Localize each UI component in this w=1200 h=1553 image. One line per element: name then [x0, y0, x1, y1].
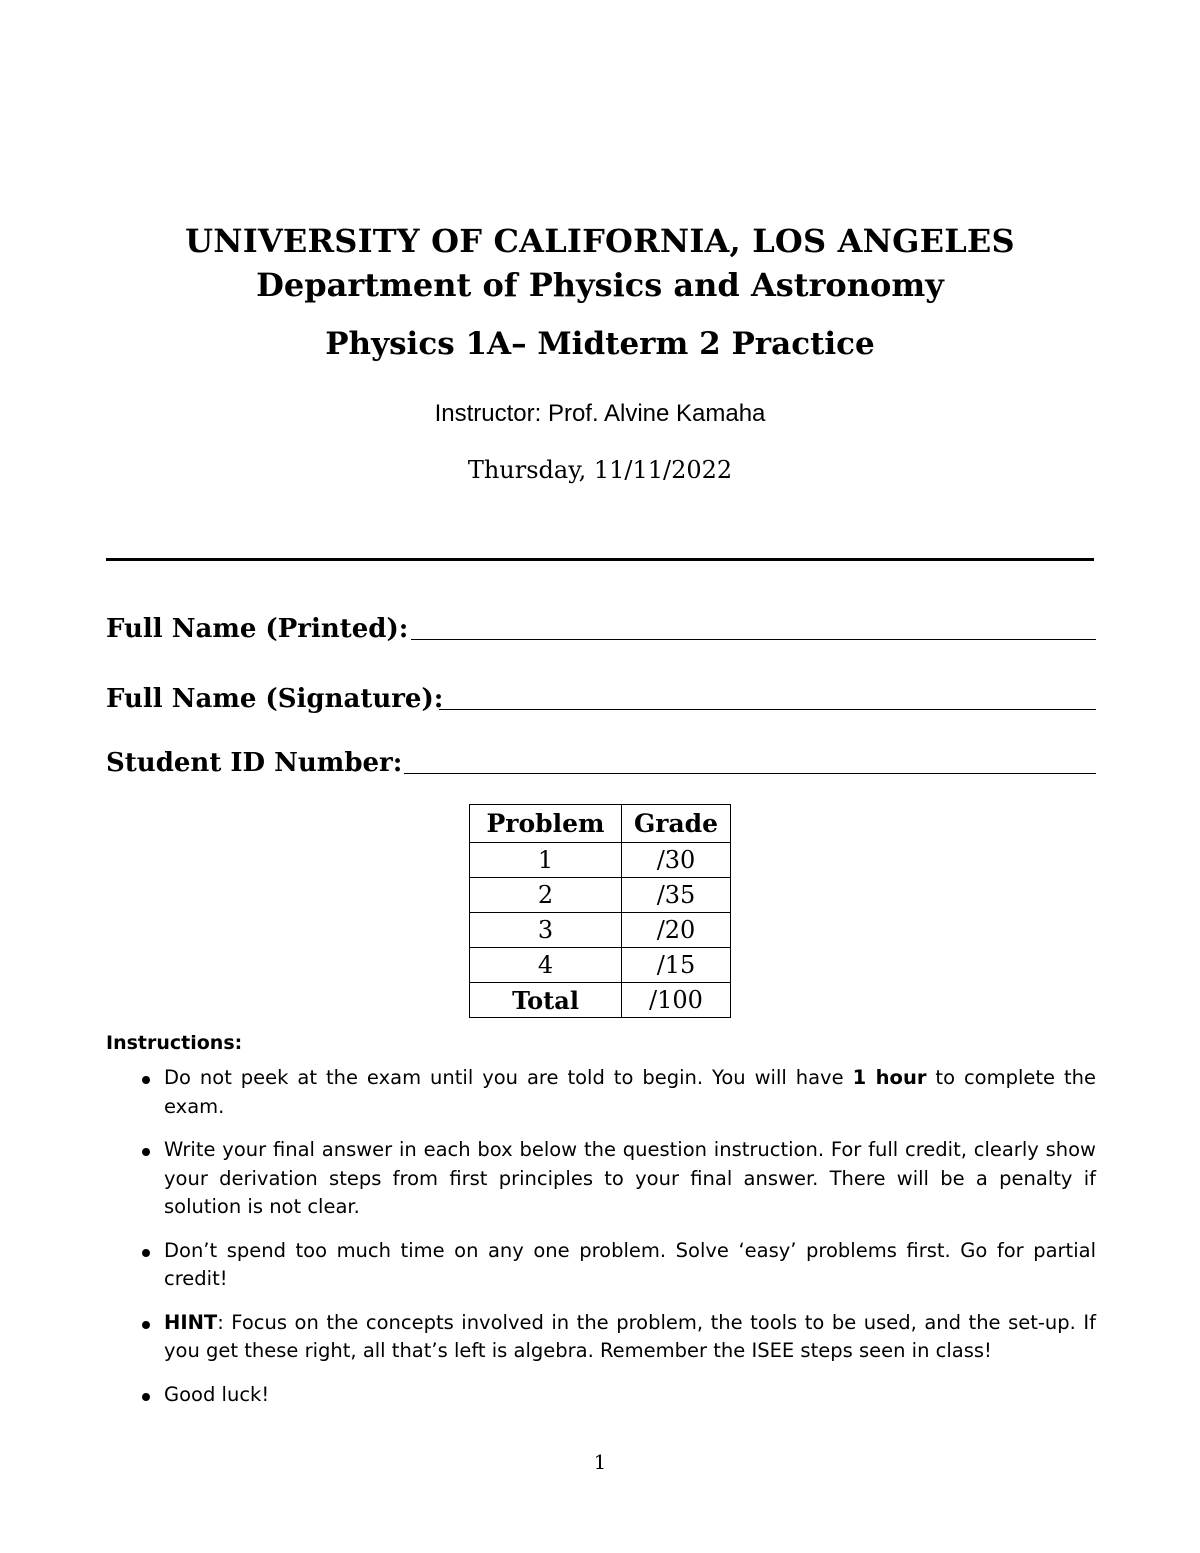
course-title: Physics 1A– Midterm 2 Practice: [325, 326, 875, 362]
printed-name-label: Full Name (Printed):: [106, 614, 409, 644]
signature-label: Full Name (Signature):: [106, 684, 444, 714]
total-label-cell: Total: [470, 983, 622, 1018]
student-id-field: [106, 742, 1096, 778]
bullet-icon: [142, 1148, 150, 1156]
grade-cell: /15: [622, 948, 731, 983]
instructions-heading: Instructions:: [106, 1032, 243, 1054]
problem-cell: 3: [470, 913, 622, 948]
header-grade: Grade: [622, 805, 731, 843]
grade-cell: /30: [622, 843, 731, 878]
grades-table: [469, 804, 731, 1018]
bullet-icon: [142, 1249, 150, 1257]
instructor-line: Instructor: Prof. Alvine Kamaha: [434, 400, 766, 427]
instruction-text: Do not peek at the exam until you are told to begin. You will have: [164, 1066, 853, 1089]
bullet-icon: [142, 1321, 150, 1329]
list-item: [106, 1309, 1096, 1366]
problem-cell: 4: [470, 948, 622, 983]
instruction-text: Write your final answer in each box below the question instruction. For full credit, clearly show your derivation steps from first principles to your final answer. There will be a penalty if solution is not clear.: [164, 1138, 1096, 1218]
total-grade-cell: /100: [622, 983, 731, 1018]
grade-cell: /35: [622, 878, 731, 913]
grade-cell: /20: [622, 913, 731, 948]
table-row: [470, 913, 731, 948]
signature-field: [106, 678, 1096, 714]
instruction-bold: 1 hour: [852, 1066, 927, 1089]
problem-cell: 2: [470, 878, 622, 913]
bullet-icon: [142, 1076, 150, 1084]
problem-cell: 1: [470, 843, 622, 878]
grades-table-header: [470, 805, 731, 843]
table-row-total: [470, 983, 731, 1018]
hint-label: HINT: [164, 1310, 218, 1334]
student-id-label: Student ID Number:: [106, 748, 403, 778]
list-item: [106, 1136, 1096, 1222]
signature-blank[interactable]: [439, 709, 1096, 710]
bullet-icon: [142, 1393, 150, 1401]
list-item: [106, 1237, 1096, 1294]
exam-date: Thursday, 11/11/2022: [467, 456, 733, 484]
list-item: [106, 1381, 1096, 1410]
table-row: [470, 843, 731, 878]
student-id-blank[interactable]: [404, 773, 1096, 774]
header-divider: [106, 558, 1094, 561]
university-name: UNIVERSITY OF CALIFORNIA, LOS ANGELES: [185, 222, 1015, 260]
table-row: [470, 878, 731, 913]
list-item: [106, 1064, 1096, 1121]
table-row: [470, 948, 731, 983]
printed-name-blank[interactable]: [411, 639, 1096, 640]
instruction-text: to complete the exam.: [164, 1066, 1097, 1118]
page-number: 1: [593, 1450, 607, 1474]
instructions-list: [106, 1064, 1096, 1424]
instruction-text: : Focus on the concepts involved in the problem, the tools to be used, and the set-up. If you get these right, all that’s left is algebra. Remember the ISEE steps seen in class!: [164, 1310, 1096, 1362]
instruction-text: Don’t spend too much time on any one problem. Solve ‘easy’ problems first. Go for partial credit!: [164, 1238, 1096, 1290]
department-name: Department of Physics and Astronomy: [256, 266, 944, 304]
header-problem: Problem: [470, 805, 622, 843]
instruction-text: Good luck!: [164, 1382, 270, 1406]
printed-name-field: [106, 608, 1096, 644]
